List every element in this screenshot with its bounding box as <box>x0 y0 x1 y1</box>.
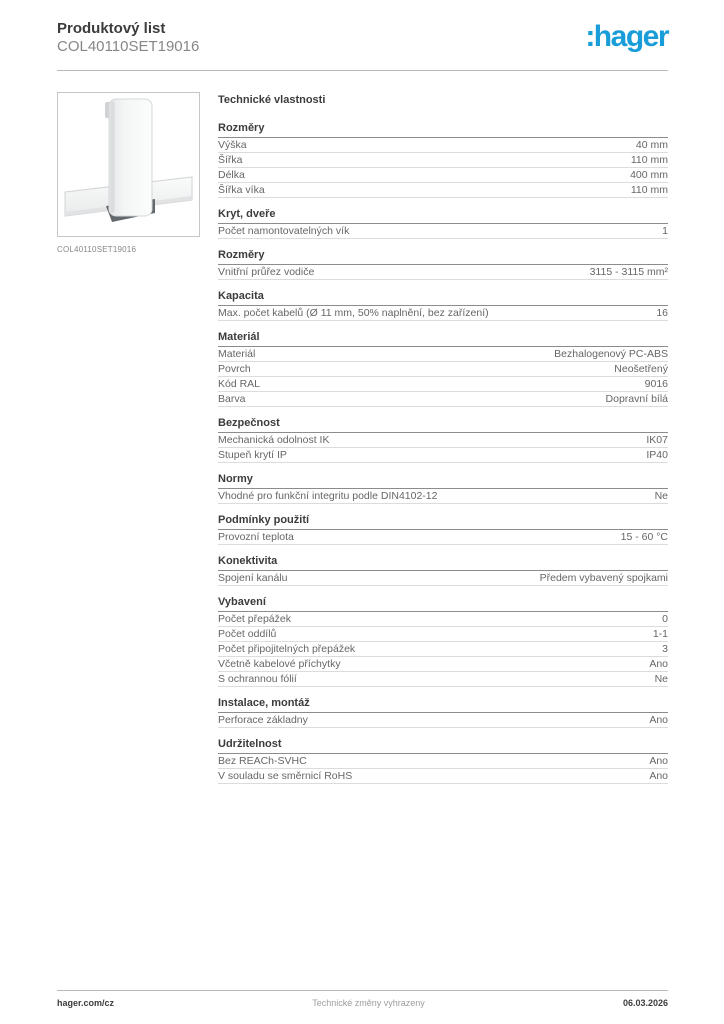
spec-label: Barva <box>218 393 246 405</box>
section-title: Bezpečnost <box>218 417 668 433</box>
spec-column <box>218 92 668 784</box>
spec-section <box>218 208 668 239</box>
section-title: Rozměry <box>218 122 668 138</box>
section-title: Kapacita <box>218 290 668 306</box>
spec-value: Ne <box>654 490 668 502</box>
spec-label: Max. počet kabelů (Ø 11 mm, 50% naplnění, bez zařízení) <box>218 307 489 319</box>
spec-value: Ne <box>654 673 668 685</box>
spec-section <box>218 473 668 504</box>
product-code: COL40110SET19016 <box>57 38 200 55</box>
spec-label: Kód RAL <box>218 378 261 390</box>
footer-website-link[interactable]: hager.com/cz <box>57 998 115 1008</box>
spec-row <box>218 754 668 769</box>
section-title: Udržitelnost <box>218 738 668 754</box>
spec-label: Stupeň krytí IP <box>218 449 287 461</box>
spec-row <box>218 224 668 239</box>
spec-label: Bez REACh-SVHC <box>218 755 307 767</box>
spec-label: Délka <box>218 169 245 181</box>
page-title: Produktový list <box>57 20 166 37</box>
spec-label: Včetně kabelové příchytky <box>218 658 341 670</box>
spec-row <box>218 612 668 627</box>
spec-row <box>218 347 668 362</box>
page-header <box>57 20 668 55</box>
spec-value: IP40 <box>646 449 668 461</box>
spec-value: 40 mm <box>635 139 668 151</box>
spec-value: 110 mm <box>630 154 668 166</box>
header-titles <box>57 20 199 55</box>
spec-row <box>218 713 668 728</box>
spec-value: 3 <box>662 643 668 655</box>
section-title: Podmínky použití <box>218 514 668 530</box>
spec-row <box>218 265 668 280</box>
spec-row <box>218 657 668 672</box>
spec-row <box>218 530 668 545</box>
spec-row <box>218 627 668 642</box>
spec-label: Mechanická odolnost IK <box>218 434 330 446</box>
spec-row <box>218 392 668 407</box>
product-illustration-icon <box>58 93 199 236</box>
spec-section <box>218 122 668 198</box>
spec-label: Perforace základny <box>218 714 308 726</box>
spec-row <box>218 153 668 168</box>
spec-label: Výška <box>218 139 247 151</box>
header-divider <box>57 70 668 71</box>
spec-section <box>218 249 668 280</box>
spec-label: V souladu se směrnicí RoHS <box>218 770 353 782</box>
spec-value: Bezhalogenový PC-ABS <box>554 348 668 360</box>
section-title: Vybavení <box>218 596 668 612</box>
spec-heading: Technické vlastnosti <box>218 94 326 106</box>
spec-label: Provozní teplota <box>218 531 294 543</box>
spec-label: Počet oddílů <box>218 628 277 640</box>
spec-row <box>218 571 668 586</box>
spec-row <box>218 306 668 321</box>
spec-label: Počet namontovatelných vík <box>218 225 350 237</box>
spec-value: Ano <box>649 714 668 726</box>
spec-section <box>218 596 668 687</box>
footer-date: 06.03.2026 <box>622 998 668 1008</box>
spec-label: Vhodné pro funkční integritu podle DIN4102-12 <box>218 490 438 502</box>
product-image <box>57 92 200 237</box>
spec-value: Ano <box>649 770 668 782</box>
spec-row <box>218 377 668 392</box>
spec-value: Ano <box>649 658 668 670</box>
spec-value: IK07 <box>646 434 668 446</box>
spec-value: 0 <box>662 613 668 625</box>
spec-row <box>218 138 668 153</box>
spec-section <box>218 417 668 463</box>
spec-label: Šířka <box>218 154 243 166</box>
spec-section <box>218 331 668 407</box>
product-media-column <box>57 92 200 254</box>
section-title: Konektivita <box>218 555 668 571</box>
section-title: Kryt, dveře <box>218 208 668 224</box>
spec-section <box>218 697 668 728</box>
spec-section <box>218 514 668 545</box>
spec-value: 15 - 60 °C <box>620 531 668 543</box>
spec-value: 9016 <box>644 378 668 390</box>
spec-row <box>218 433 668 448</box>
spec-row <box>218 672 668 687</box>
section-title: Normy <box>218 473 668 489</box>
footer-divider <box>57 990 668 991</box>
spec-section <box>218 555 668 586</box>
spec-row <box>218 489 668 504</box>
page-footer <box>57 998 668 1008</box>
spec-value: 400 mm <box>630 169 668 181</box>
spec-sections <box>218 122 668 784</box>
footer-disclaimer: Technické změny vyhrazeny <box>312 998 425 1008</box>
spec-label: Materiál <box>218 348 256 360</box>
spec-value: Ano <box>649 755 668 767</box>
section-title: Instalace, montáž <box>218 697 668 713</box>
spec-label: Počet připojitelných přepážek <box>218 643 356 655</box>
spec-value: Předem vybavený spojkami <box>539 572 668 584</box>
spec-label: Počet přepážek <box>218 613 291 625</box>
spec-value: 110 mm <box>630 184 668 196</box>
spec-row <box>218 183 668 198</box>
spec-label: S ochrannou fólií <box>218 673 297 685</box>
spec-section <box>218 290 668 321</box>
spec-row <box>218 769 668 784</box>
section-title: Materiál <box>218 331 668 347</box>
spec-row <box>218 448 668 463</box>
spec-label: Povrch <box>218 363 251 375</box>
spec-label: Šířka víka <box>218 184 265 196</box>
spec-value: 1-1 <box>652 628 668 640</box>
spec-value: 1 <box>662 225 668 237</box>
spec-label: Spojení kanálu <box>218 572 288 584</box>
spec-value: 16 <box>656 307 668 319</box>
spec-value: 3115 - 3115 mm² <box>589 266 668 278</box>
spec-row <box>218 168 668 183</box>
hager-logo: :hager <box>585 20 668 53</box>
product-image-caption: COL40110SET19016 <box>57 245 137 254</box>
spec-section <box>218 738 668 784</box>
spec-value: Neošetřený <box>614 363 668 375</box>
spec-label: Vnitřní průřez vodiče <box>218 266 315 278</box>
section-title: Rozměry <box>218 249 668 265</box>
content-area <box>57 92 668 784</box>
spec-row <box>218 362 668 377</box>
spec-value: Dopravní bílá <box>605 393 668 405</box>
spec-row <box>218 642 668 657</box>
